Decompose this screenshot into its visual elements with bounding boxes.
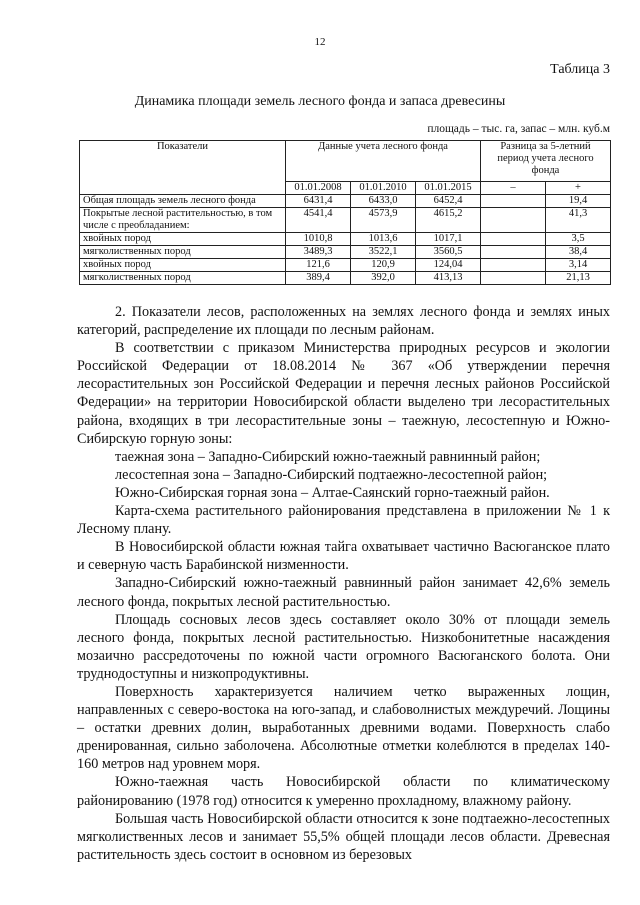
cell-minus xyxy=(481,272,546,285)
cell-value: 1010,8 xyxy=(286,233,351,246)
header-indicators: Показатели xyxy=(80,141,286,195)
cell-plus: 38,4 xyxy=(546,246,611,259)
cell-plus: 41,3 xyxy=(546,208,611,233)
cell-plus: 19,4 xyxy=(546,195,611,208)
row-name: хвойных пород xyxy=(80,259,286,272)
list-item: таежная зона – Западно-Сибирский южно-таежный равнинный район; xyxy=(115,448,541,465)
cell-value: 4541,4 xyxy=(286,208,351,233)
forest-fund-table xyxy=(79,140,611,285)
cell-value: 4573,9 xyxy=(351,208,416,233)
table-header-row xyxy=(80,141,611,182)
header-date: 01.01.2008 xyxy=(286,182,351,195)
cell-minus xyxy=(481,246,546,259)
cell-value: 3489,3 xyxy=(286,246,351,259)
cell-value: 1013,6 xyxy=(351,233,416,246)
page-number: 12 xyxy=(314,36,326,48)
cell-value: 6452,4 xyxy=(416,195,481,208)
paragraph: Южно-таежная часть Новосибирской области по климатическому районированию (1978 год) относится к умеренно прохладному, влажному району. xyxy=(77,774,610,809)
table-row xyxy=(80,272,611,285)
cell-minus xyxy=(481,195,546,208)
cell-minus xyxy=(481,208,546,233)
cell-value: 3522,1 xyxy=(351,246,416,259)
cell-minus xyxy=(481,233,546,246)
paragraph: Площадь сосновых лесов здесь составляет около 30% от площади земель лесного фонда, покрытых лесной растительностью. Низкобонитетные насаждения мозаично рассредоточены по южной части огромного Васюганского болота. Они труднодоступны и низкопродуктивны. xyxy=(77,611,610,682)
paragraph: Карта-схема растительного районирования представлена в приложении № 1 к Лесному плану. xyxy=(77,503,610,538)
list-item: Южно-Сибирская горная зона – Алтае-Саянский горно-таежный район. xyxy=(115,484,550,501)
cell-minus xyxy=(481,259,546,272)
cell-value: 1017,1 xyxy=(416,233,481,246)
table-row xyxy=(80,233,611,246)
paragraph: 2. Показатели лесов, расположенных на землях лесного фонда и землях иных категорий, распределение их площади по лесным районам. xyxy=(77,304,610,339)
cell-value: 3560,5 xyxy=(416,246,481,259)
cell-value: 6431,4 xyxy=(286,195,351,208)
header-date: 01.01.2015 xyxy=(416,182,481,195)
cell-value: 124,04 xyxy=(416,259,481,272)
cell-plus: 21,13 xyxy=(546,272,611,285)
paragraph: Поверхность характеризуется наличием четко выраженных лощин, направленных с северо-востока на юго-запад, и слабоволнистых междуречий. Лощины – остатки древних долин, выработанных древними водами. Поверхность слабо дренированная, сильно заболочена. Абсолютные отметки колеблются в пределах 140-160 метров над уровнем моря. xyxy=(77,683,610,773)
cell-value: 121,6 xyxy=(286,259,351,272)
cell-value: 392,0 xyxy=(351,272,416,285)
cell-value: 389,4 xyxy=(286,272,351,285)
table-row xyxy=(80,195,611,208)
table-row xyxy=(80,246,611,259)
row-name: хвойных пород xyxy=(80,233,286,246)
cell-value: 4615,2 xyxy=(416,208,481,233)
row-name: мягколиственных пород xyxy=(80,246,286,259)
body-text xyxy=(77,303,610,864)
cell-value: 6433,0 xyxy=(351,195,416,208)
table-title: Динамика площади земель лесного фонда и запаса древесины xyxy=(134,94,506,109)
units-note: площадь – тыс. га, запас – млн. куб.м xyxy=(427,123,610,135)
row-name: мягколиственных пород xyxy=(80,272,286,285)
table-row xyxy=(80,259,611,272)
paragraph: В Новосибирской области южная тайга охватывает частично Васюганское плато и северную часть Барабинской низменности. xyxy=(77,539,610,574)
cell-plus: 3,5 xyxy=(546,233,611,246)
list-item: лесостепная зона – Западно-Сибирский подтаежно-лесостепной район; xyxy=(115,466,548,483)
header-plus: + xyxy=(546,182,611,195)
paragraph: Западно-Сибирский южно-таежный равнинный район занимает 42,6% земель лесного фонда, покрытых лесной растительностью. xyxy=(77,575,610,610)
header-date: 01.01.2010 xyxy=(351,182,416,195)
paragraph: Большая часть Новосибирской области относится к зоне подтаежно-лесостепных мягколиственных лесов и занимает 55,5% общей площади лесов области. Древесная растительность здесь состоит в основном из березовых xyxy=(77,810,610,863)
table-label: Таблица 3 xyxy=(550,62,610,77)
header-data: Данные учета лесного фонда xyxy=(286,141,481,182)
table-row xyxy=(80,208,611,233)
cell-plus: 3,14 xyxy=(546,259,611,272)
cell-value: 413,13 xyxy=(416,272,481,285)
row-name: Общая площадь земель лесного фонда xyxy=(80,195,286,208)
header-diff: Разница за 5-летний период учета лесного фонда xyxy=(481,141,611,182)
cell-value: 120,9 xyxy=(351,259,416,272)
paragraph: В соответствии с приказом Министерства природных ресурсов и экологии Российской Федерации от 18.08.2014 № 367 «Об утверждении перечня лесорастительных зон Российской Федерации и перечня лесных районов Российской Федерации» на территории Новосибирской области выделено три лесорастительных района, входящих в три лесорастительные зоны – таежную, лесостепную и Южно-Сибирскую горную зоны: xyxy=(77,340,610,447)
row-name: Покрытые лесной растительностью, в том числе с преобладанием: xyxy=(80,208,286,233)
header-minus: – xyxy=(481,182,546,195)
